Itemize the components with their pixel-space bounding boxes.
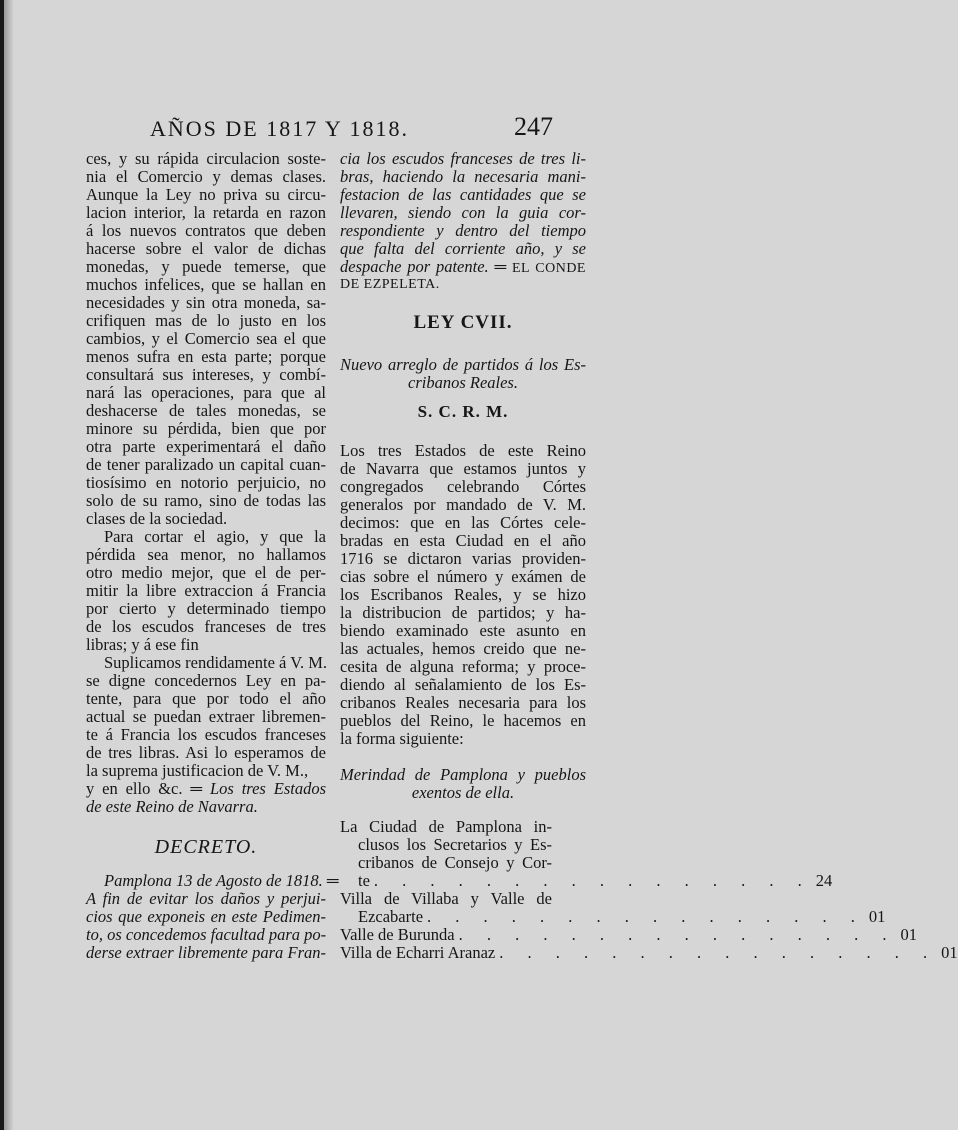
text-line: generalos por mandado de V. M. (340, 495, 586, 514)
text-line: clases de la sociedad. (86, 509, 228, 528)
text-line: pueblos del Reino, le hacemos en (340, 711, 586, 730)
text-line: monedas, y puede temerse, que (86, 257, 326, 276)
text-line: otra parte experimentará el daño (86, 437, 326, 456)
paragraph (340, 442, 586, 748)
entry-count: 01 (900, 925, 917, 944)
text-line: á los nuevos contratos que deben (86, 221, 326, 240)
text-line: libras; y á ese fin (86, 635, 199, 654)
text-line: Aunque la Ley no priva su circu- (86, 185, 326, 204)
decree-title: DECRETO. (154, 836, 258, 858)
dot-leader: . . . . . . . . . . . . . . . . (499, 943, 938, 962)
text-line: hacerse sobre el valor de dichas (86, 239, 326, 258)
salutation: S. C. R. M. (417, 402, 509, 421)
decree-text (86, 871, 339, 890)
entry-place: Villa de Villaba y Valle de (340, 889, 552, 908)
text-line: cesita de alguna reforma; y proce- (340, 657, 586, 676)
list-item (340, 889, 886, 926)
text-line: de los escudos franceses de tres (86, 617, 326, 636)
text-line: de tener paralizado un capital cuan- (86, 455, 326, 474)
running-title: AÑOS DE 1817 Y 1818. (150, 116, 409, 141)
text-line: cambios, y el Comercio sea el que (86, 329, 326, 348)
text-line: to, os concedemos facultad para po- (86, 925, 327, 944)
text-line: actual se puedan extraer libremen- (86, 707, 326, 726)
text-line: solo de su ramo, sino de todas las (86, 491, 326, 510)
text-line: 1716 se dictaron varias providen- (340, 549, 586, 568)
paragraph (86, 150, 326, 528)
law-title: LEY CVII. (413, 312, 513, 333)
paragraph (86, 890, 326, 962)
paragraph (86, 528, 326, 654)
text-line: necesidades y sin otra moneda, sa- (86, 293, 326, 312)
text-line: nia el Comercio y demas clases. (86, 167, 326, 186)
text-line: diendo al señalamiento de los Es- (340, 675, 586, 694)
text-line: ces, y su rápida circulacion soste- (86, 149, 326, 168)
paragraph (340, 150, 586, 258)
section-heading: Merindad de Pamplona y pueblos exentos de ella. (340, 765, 586, 802)
notary-allocation-list (340, 817, 958, 962)
text-line: consultará sus intereses, y combí- (86, 365, 326, 384)
paragraph (86, 654, 326, 780)
decree-signature: despache por patente. ═ EL CONDE DE EZPELETA. (340, 257, 586, 292)
text-line: deshacerse de tales monedas, se (86, 401, 326, 420)
text-line: por cierto y determinado tiempo (86, 599, 326, 618)
text-line: tente, para que por todo el año (86, 689, 326, 708)
text-line: A fin de evitar los daños y perjui- (86, 889, 326, 908)
text-line: lacion interior, la retarda en razon (86, 203, 326, 222)
list-item (340, 925, 917, 944)
text-line: la suprema justificacion de V. M., (86, 761, 309, 780)
text-line: cias sobre el número y exámen de (340, 567, 586, 586)
text-line: minore su pérdida, bien que por (86, 419, 326, 438)
text-line: los Escribanos Reales, y se hizo (340, 585, 586, 604)
list-item (340, 817, 833, 890)
text-line: otro medio mejor, que el de per- (86, 563, 326, 582)
text-line: muchos infelices, que se hallan en (86, 275, 326, 294)
text-line: que falta del corriente año, y se (340, 239, 586, 258)
text-line: cia los escudos franceses de tres li- (340, 149, 586, 168)
text-line: te á Francia los escudos franceses (86, 725, 326, 744)
text-line: menos sufra en esta parte; porque (86, 347, 326, 366)
text-line: bras, haciendo la necesaria mani- (340, 167, 586, 186)
entry-count: 01 (941, 943, 958, 962)
text-line: congregados celebrando Córtes (340, 477, 586, 496)
text-line: las actuales, hemos creido que ne- (340, 639, 586, 658)
text-line: la distribucion de partidos; y ha- (340, 603, 586, 622)
text-line: Suplicamos rendidamente á V. M. (104, 653, 328, 672)
entry-count: 01 (868, 907, 886, 926)
text-line: cribanos Reales necesaria para los (340, 693, 586, 712)
text-line: de tres libras. Asi lo esperamos de (86, 743, 326, 762)
entry-place: cribanos de Consejo y Cor- (358, 853, 552, 872)
text-line: bradas en esta Ciudad en el año (340, 531, 586, 550)
text-line: derse extraer libremente para Fran- (86, 943, 326, 962)
law-subtitle: Nuevo arreglo de partidos á los Es- cribanos Reales. (340, 355, 586, 392)
entry-count: 24 (815, 871, 833, 890)
entry-place: clusos los Secretarios y Es- (358, 835, 552, 854)
text-line: mitir la libre extraccion á Francia (86, 581, 326, 600)
text-line: tiosísimo en notorio perjuicio, no (86, 473, 326, 492)
petition-closing: y en ello &c. ═ Los tres Estados de este Reino de Navarra. (86, 779, 326, 816)
text-line: de Navarra que estamos juntos y (340, 459, 586, 478)
text-line: cios que exponeis en este Pedimen- (86, 907, 326, 926)
text-line: crifiquen mas de lo justo en los (86, 311, 326, 330)
entry-place: Valle de Burunda (340, 925, 455, 944)
text-line: la forma siguiente: (340, 729, 464, 748)
text-line: decimos: que en las Córtes cele- (340, 513, 586, 532)
entry-place: La Ciudad de Pamplona in- (340, 817, 552, 836)
text-line: llevaren, siendo con la guia cor- (340, 203, 586, 222)
text-line: Para cortar el agio, y que la (104, 527, 326, 546)
decree-date: Pamplona 13 de Agosto de 1818. ═ (104, 871, 339, 890)
text-line: se digne concedernos Ley en pa- (86, 671, 326, 690)
text-line: Los tres Estados de este Reino (340, 441, 586, 460)
entry-place: Ezcabarte (358, 907, 424, 926)
dot-leader: . . . . . . . . . . . . . . . . (427, 907, 865, 926)
text-line: nará las operaciones, para que al (86, 383, 326, 402)
page-gutter (4, 0, 14, 1130)
text-line: biendo examinado este asunto en (340, 621, 586, 640)
text-line: pérdida sea menor, no hallamos (86, 545, 326, 564)
list-item (340, 943, 958, 962)
text-line: festacion de las cantidades que se (340, 185, 586, 204)
entry-place: te (358, 871, 370, 890)
page-number: 247 (514, 112, 553, 141)
text-line: respondiente y dentro del tiempo (340, 221, 586, 240)
dot-leader: . . . . . . . . . . . . . . . . (458, 925, 897, 944)
entry-place: Villa de Echarri Aranaz (340, 943, 496, 962)
dot-leader: . . . . . . . . . . . . . . . . (373, 871, 812, 890)
